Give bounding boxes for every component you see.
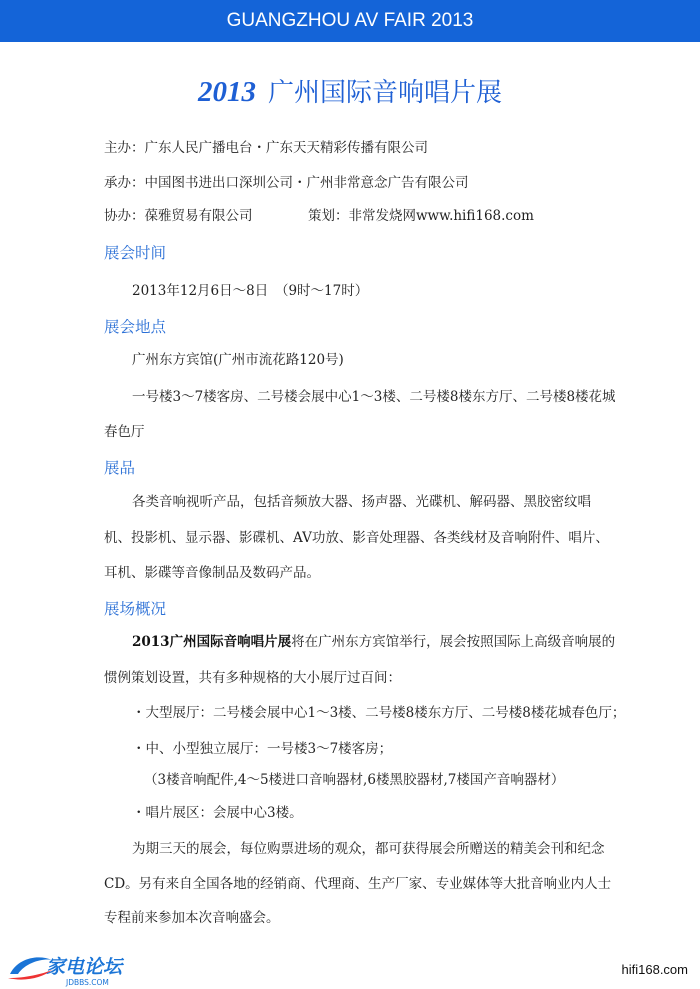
overview-lead-bold: 2013广州国际音响唱片展 — [132, 634, 292, 650]
page-title — [0, 72, 700, 113]
section-heading-overview: 展场概况 — [104, 600, 167, 618]
section-heading-time: 展会时间 — [104, 244, 167, 262]
watermark: hifi168.com — [621, 962, 688, 977]
host-line: 主办：广东人民广播电台・广东天天精彩传播有限公司 — [104, 140, 428, 156]
logo-text: 家电论坛 — [46, 956, 123, 978]
overview-bullet-1: ・大型展厅：二号楼会展中心1～3楼、二号楼8楼东方厅、二号楼8楼花城春色厅； — [132, 705, 626, 721]
venue-name: 广州东方宾馆(广州市流花路120号) — [132, 352, 344, 368]
overview-bullet-3: ・唱片展区：会展中心3楼。 — [132, 805, 303, 821]
overview-closing-2: CD。另有来自全国各地的经销商、代理商、生产厂家、专业媒体等大批音响业内人士 — [104, 876, 612, 892]
overview-bullet-2-note: （3楼音响配件,4～5楼进口音响器材,6楼黑胶器材,7楼国产音响器材） — [144, 772, 565, 788]
overview-lead-rest: 将在广州东方宾馆举行，展会按照国际上高级音响展的 — [291, 634, 616, 650]
overview-line-2: 惯例策划设置，共有多种规格的大小展厅过百间： — [104, 670, 401, 686]
products-line-1: 各类音响视听产品，包括音频放大器、扬声器、光碟机、解码器、黑胶密纹唱 — [132, 494, 591, 510]
products-line-2: 机、投影机、显示器、影碟机、AV功放、影音处理器、各类线材及音响附件、唱片、 — [104, 530, 609, 546]
time-text: 2013年12月6日～8日 （9时～17时） — [132, 283, 369, 299]
header-banner: GUANGZHOU AV FAIR 2013 — [0, 0, 700, 42]
venue-detail-2: 春色厅 — [104, 424, 145, 440]
venue-detail-1: 一号楼3～7楼客房、二号楼会展中心1～3楼、二号楼8楼东方厅、二号楼8楼花城 — [132, 389, 616, 405]
title-year: 2013 — [197, 76, 256, 108]
jdbbs-logo — [4, 948, 154, 988]
logo-subtext: JDBBS.COM — [66, 978, 109, 987]
undertaker-line: 承办：中国图书进出口深圳公司・广州非常意念广告有限公司 — [104, 175, 469, 191]
section-heading-products: 展品 — [104, 459, 136, 477]
co-host-line: 协办：葆雅贸易有限公司 — [104, 208, 253, 224]
overview-bullet-2: ・中、小型独立展厅：一号楼3～7楼客房； — [132, 741, 393, 757]
title-text: 广州国际音响唱片展 — [267, 78, 502, 108]
overview-closing-1: 为期三天的展会，每位购票进场的观众，都可获得展会所赠送的精美会刊和纪念 — [132, 841, 605, 857]
planner-line: 策划：非常发烧网www.hifi168.com — [308, 208, 534, 224]
overview-closing-3: 专程前来参加本次音响盛会。 — [104, 910, 280, 926]
products-line-3: 耳机、影碟等音像制品及数码产品。 — [104, 565, 320, 581]
section-heading-venue: 展会地点 — [104, 318, 167, 336]
overview-lead — [132, 632, 615, 652]
